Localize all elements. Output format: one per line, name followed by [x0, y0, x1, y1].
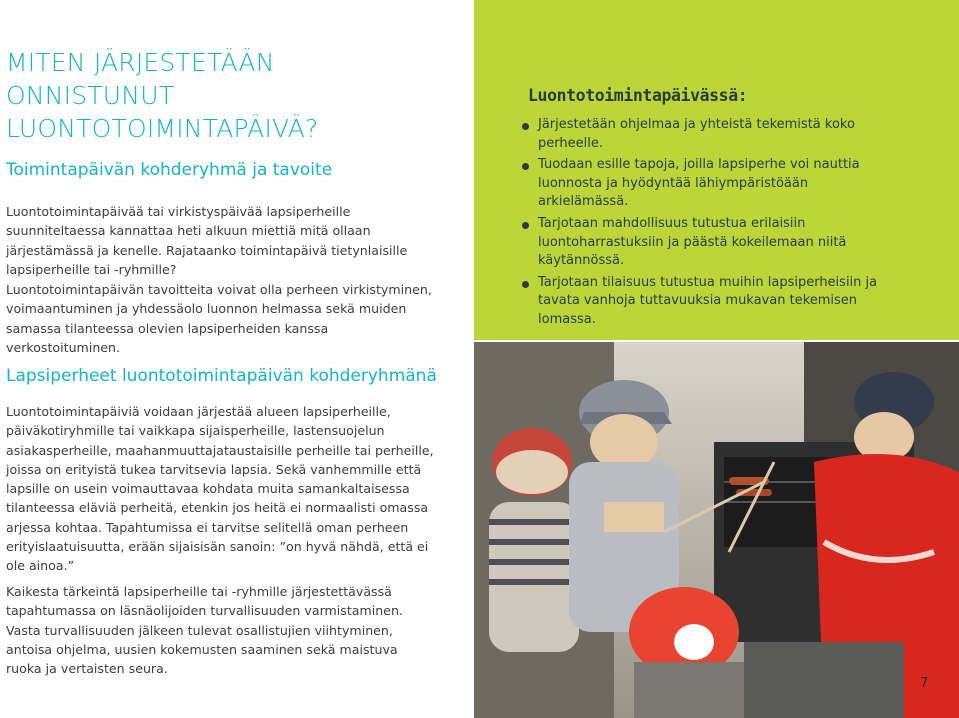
list-item-text: Tarjotaan mahdollisuus tutustua erilaisiin luontoharrastuksiin ja päästä kokeilemaan niitä käytännössä. [538, 215, 847, 269]
bullet-icon [522, 123, 529, 130]
list-item [522, 215, 902, 271]
paragraph-families: Luontotoimintapäiviä voidaan järjestää alueen lapsiperheille, päiväkotiryhmille tai vaikkapa sijaisperheille, lastensuojelun asiakasperheille, maahanmuuttajataustaisille perheille tai perheille, joissa on erityistä tukea tarvitsevia lapsia. Sekä vanhemmille että lapsille on usein voimauttavaa kohdata muita samankaltaisessa tilanteessa eläviä perheitä, etenkin jos heitä ei normaalisti omassa arjessa kohtaa. Tapahtumissa ei tarvitse selitellä oman perheen erityislaatuisuutta, erään sijaisisän sanoin: ”on hyvä nähdä, että ei ole ainoa.” [6, 404, 434, 574]
list-item-text: Järjestetään ohjelmaa ja yhteistä tekemistä koko perheelle. [538, 117, 855, 151]
list-item [522, 116, 902, 153]
section-heading-families: Lapsiperheet luontotoimintapäivän kohderyhmänä [6, 366, 437, 386]
bullet-icon [522, 163, 529, 170]
list-item-text: Tuodaan esille tapoja, joilla lapsiperhe voi nauttia luonnosta ja hyödyntää lähiympäristöään arkielämässä. [538, 157, 860, 210]
section-heading-target-group: Toimintapäivän kohderyhmä ja tavoite [6, 160, 333, 180]
page-title: MITEN JÄRJESTETÄÄN ONNISTUNUT LUONTOTOIMINTAPÄIVÄ? [6, 48, 319, 143]
bullet-icon [522, 281, 529, 288]
paragraph-intro: Luontotoimintapäivää tai virkistyspäivää lapsiperheille suunniteltaessa kannattaa heti alkuun miettiä mitä ollaan järjestämässä ja kenelle. Rajataanko toimintapäivä tietynlaisille lapsiperheille tai -ryhmille? [6, 204, 408, 277]
info-box [474, 0, 959, 340]
list-item-text: Tarjotaan tilaisuus tutustua muihin lapsiperheisiin ja tavata vanhoja tuttavuuksia mukavan tekemisen lomassa. [538, 274, 878, 327]
list-item [522, 274, 902, 330]
info-box-title: Luontotoimintapäivässä: [528, 86, 748, 105]
paragraph-goals: Luontotoimintapäivän tavoitteita voivat olla perheen virkistyminen, voimaantuminen ja yhdessäolo luonnon helmassa sekä muiden samassa tilanteessa olevien lapsiperheiden kanssa verkostoituminen. [6, 282, 432, 355]
paragraph-safety: Kaikesta tärkeintä lapsiperheille tai -ryhmille järjestettävässä tapahtumassa on läsnäolijoiden turvallisuuden varmistaminen. Vasta turvallisuuden jälkeen tulevat osallistujien viihtyminen, antoisa ohjelma, uusien kokemusten saaminen sekä maistuva ruoka ja vertaisten seura. [6, 584, 404, 677]
bullet-icon [522, 222, 529, 229]
info-box-list [522, 116, 902, 333]
children-grilling-photo [474, 342, 959, 718]
page-number: 7 [920, 676, 929, 691]
list-item [522, 156, 902, 212]
